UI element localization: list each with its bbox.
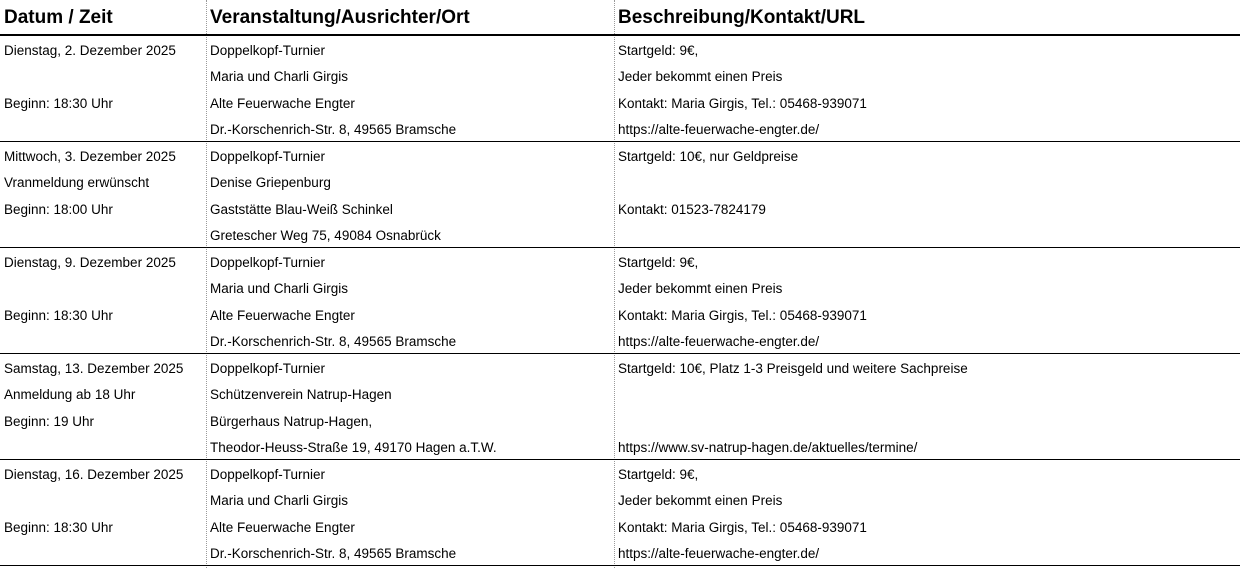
veranstaltung-cell (206, 354, 614, 459)
veranstaltung-line: Gretescher Weg 75, 49084 Osnabrück (210, 227, 441, 243)
datum-cell (0, 248, 206, 353)
event-url[interactable]: https://alte-feuerwache-engter.de/ (618, 545, 820, 561)
datum-cell (0, 460, 206, 565)
datum-line (0, 221, 206, 247)
table-header (0, 0, 1240, 36)
beschreibung-line: Kontakt: Maria Girgis, Tel.: 05468-939071 (618, 519, 867, 535)
datum-line: Dienstag, 16. Dezember 2025 (4, 467, 184, 482)
beschreibung-cell (614, 142, 1240, 247)
datum-line (0, 115, 206, 141)
beschreibung-cell (614, 354, 1240, 459)
datum-cell (0, 354, 206, 459)
table-row (0, 142, 1240, 248)
beschreibung-cell (614, 36, 1240, 141)
veranstaltung-line: Gaststätte Blau-Weiß Schinkel (210, 201, 393, 217)
beschreibung-line (614, 221, 1240, 247)
veranstaltung-line: Maria und Charli Girgis (210, 493, 349, 509)
datum-cell (0, 142, 206, 247)
veranstaltung-line: Alte Feuerwache Engter (210, 95, 355, 111)
veranstaltung-line: Maria und Charli Girgis (210, 281, 349, 297)
table-row (0, 248, 1240, 354)
veranstaltung-line: Schützenverein Natrup-Hagen (210, 387, 392, 403)
datum-line: Vranmeldung erwünscht (4, 175, 150, 191)
beschreibung-line (614, 168, 1240, 194)
header-veranstaltung: Veranstaltung/Ausrichter/Ort (210, 7, 470, 28)
beschreibung-cell (614, 248, 1240, 353)
beschreibung-line: Startgeld: 9€, (618, 43, 699, 58)
datum-line: Mittwoch, 3. Dezember 2025 (4, 149, 176, 164)
veranstaltung-line: Doppelkopf-Turnier (210, 149, 326, 164)
datum-line (0, 433, 206, 459)
datum-line: Beginn: 18:00 Uhr (4, 201, 113, 217)
beschreibung-line: Startgeld: 9€, (618, 467, 699, 482)
datum-line (0, 539, 206, 565)
veranstaltung-line: Alte Feuerwache Engter (210, 519, 355, 535)
datum-line: Beginn: 18:30 Uhr (4, 307, 113, 323)
datum-line (0, 327, 206, 353)
veranstaltung-cell (206, 142, 614, 247)
datum-line (0, 62, 206, 88)
veranstaltung-line: Maria und Charli Girgis (210, 69, 349, 85)
veranstaltung-line: Dr.-Korschenrich-Str. 8, 49565 Bramsche (210, 121, 457, 137)
table-row (0, 354, 1240, 460)
datum-line: Beginn: 18:30 Uhr (4, 95, 113, 111)
table-row (0, 460, 1240, 566)
datum-line: Samstag, 13. Dezember 2025 (4, 361, 184, 376)
event-list (0, 36, 1240, 566)
veranstaltung-line: Dr.-Korschenrich-Str. 8, 49565 Bramsche (210, 333, 457, 349)
beschreibung-cell (614, 460, 1240, 565)
veranstaltung-line: Doppelkopf-Turnier (210, 43, 326, 58)
table-row (0, 36, 1240, 142)
veranstaltung-cell (206, 460, 614, 565)
datum-line (0, 274, 206, 300)
event-url[interactable]: https://www.sv-natrup-hagen.de/aktuelles/termine/ (618, 439, 918, 455)
veranstaltung-line: Doppelkopf-Turnier (210, 361, 326, 376)
header-datum-zeit: Datum / Zeit (4, 7, 113, 28)
datum-line (0, 486, 206, 512)
veranstaltung-line: Doppelkopf-Turnier (210, 255, 326, 270)
beschreibung-line: Kontakt: Maria Girgis, Tel.: 05468-939071 (618, 307, 867, 323)
event-url[interactable]: https://alte-feuerwache-engter.de/ (618, 333, 820, 349)
veranstaltung-line: Bürgerhaus Natrup-Hagen, (210, 413, 373, 429)
veranstaltung-line: Doppelkopf-Turnier (210, 467, 326, 482)
datum-line: Dienstag, 2. Dezember 2025 (4, 43, 176, 58)
beschreibung-line (614, 380, 1240, 406)
veranstaltung-line: Theodor-Heuss-Straße 19, 49170 Hagen a.T.W. (210, 439, 497, 455)
veranstaltung-line: Denise Griepenburg (210, 175, 331, 191)
event-url[interactable]: https://alte-feuerwache-engter.de/ (618, 121, 820, 137)
beschreibung-line: Jeder bekommt einen Preis (618, 281, 783, 297)
beschreibung-line: Startgeld: 10€, Platz 1-3 Preisgeld und weitere Sachpreise (618, 361, 968, 376)
beschreibung-line: Startgeld: 10€, nur Geldpreise (618, 149, 799, 164)
datum-line: Anmeldung ab 18 Uhr (4, 387, 136, 403)
beschreibung-line: Jeder bekommt einen Preis (618, 493, 783, 509)
veranstaltung-line: Dr.-Korschenrich-Str. 8, 49565 Bramsche (210, 545, 457, 561)
beschreibung-line: Startgeld: 9€, (618, 255, 699, 270)
datum-cell (0, 36, 206, 141)
beschreibung-line: Jeder bekommt einen Preis (618, 69, 783, 85)
beschreibung-line: Kontakt: Maria Girgis, Tel.: 05468-939071 (618, 95, 867, 111)
datum-line: Beginn: 19 Uhr (4, 413, 95, 429)
datum-line: Beginn: 18:30 Uhr (4, 519, 113, 535)
veranstaltung-cell (206, 248, 614, 353)
beschreibung-line (614, 407, 1240, 433)
header-beschreibung: Beschreibung/Kontakt/URL (618, 7, 866, 28)
beschreibung-line: Kontakt: 01523-7824179 (618, 201, 766, 217)
datum-line: Dienstag, 9. Dezember 2025 (4, 255, 176, 270)
veranstaltung-line: Alte Feuerwache Engter (210, 307, 355, 323)
veranstaltung-cell (206, 36, 614, 141)
